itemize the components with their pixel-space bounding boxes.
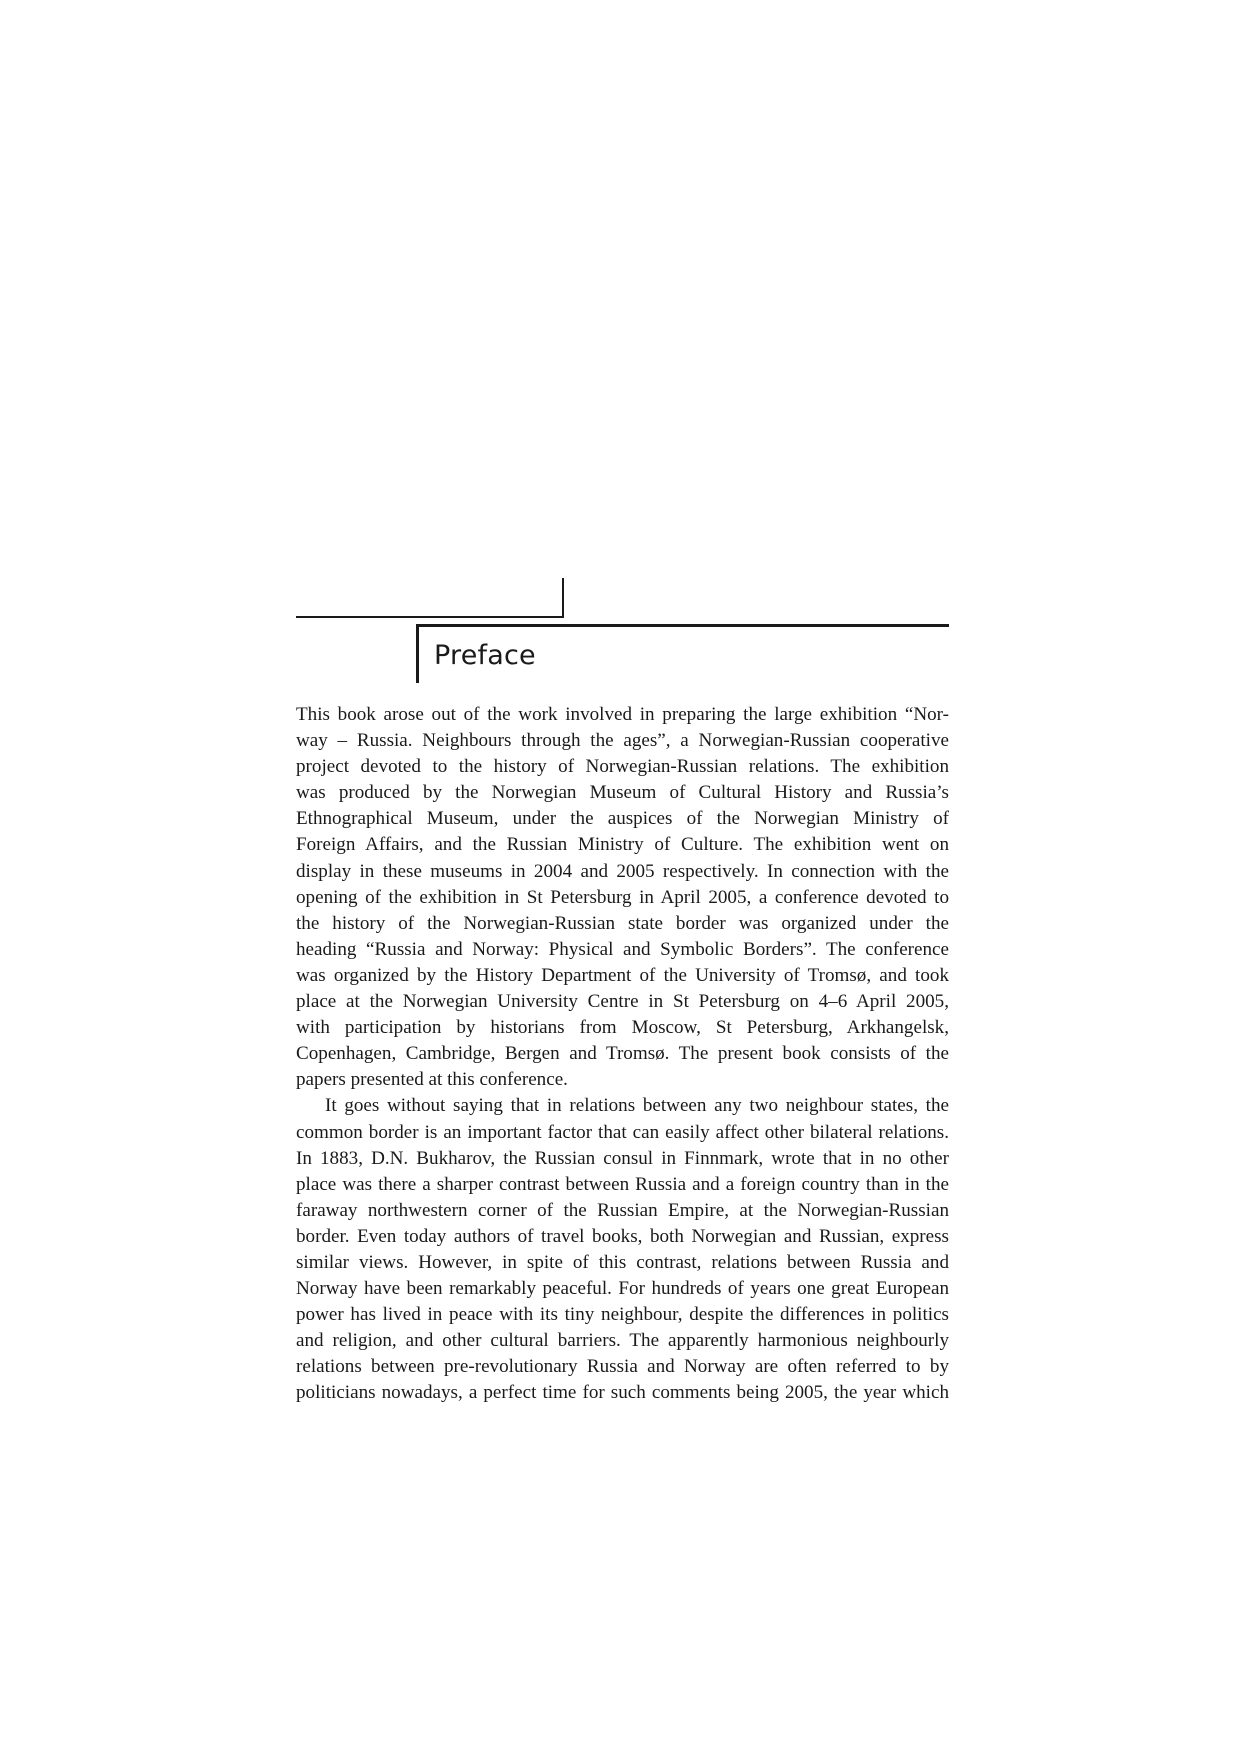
heading-rule-tick xyxy=(416,624,419,683)
text-line: border. Even today authors of travel books, both Norwegian and Russian, express xyxy=(296,1225,949,1247)
heading-rule xyxy=(416,624,949,627)
text-line: with participation by historians from Moscow, St Petersburg, Arkhangelsk, xyxy=(296,1017,949,1039)
text-line: display in these museums in 2004 and 2005 respectively. In connection with the xyxy=(296,860,949,882)
text-line: way – Russia. Neighbours through the ages”, a Norwegian-Russian cooperative xyxy=(296,730,949,752)
text-line: faraway northwestern corner of the Russian Empire, at the Norwegian-Russian xyxy=(296,1199,949,1221)
text-line: was organized by the History Department of the University of Tromsø, and took xyxy=(296,964,949,986)
text-line: It goes without saying that in relations between any two neighbour states, the xyxy=(325,1095,949,1117)
text-line: and religion, and other cultural barriers. The apparently harmonious neighbourly xyxy=(296,1330,949,1352)
text-line: In 1883, D.N. Bukharov, the Russian consul in Finnmark, wrote that in no other xyxy=(296,1147,949,1169)
paragraph-1 xyxy=(296,702,949,1093)
text-line: the history of the Norwegian-Russian state border was organized under the xyxy=(296,912,949,934)
text-line: Ethnographical Museum, under the auspices of the Norwegian Ministry of xyxy=(296,808,949,830)
paragraph-2 xyxy=(296,1093,949,1406)
text-line: Foreign Affairs, and the Russian Ministry of Culture. The exhibition went on xyxy=(296,834,949,856)
text-line: place was there a sharper contrast between Russia and a foreign country than in the xyxy=(296,1173,949,1195)
heading-rule-top-tick xyxy=(562,578,564,618)
text-line: Copenhagen, Cambridge, Bergen and Tromsø. The present book consists of the xyxy=(296,1043,949,1065)
text-line: similar views. However, in spite of this contrast, relations between Russia and xyxy=(296,1251,949,1273)
text-line: was produced by the Norwegian Museum of Cultural History and Russia’s xyxy=(296,782,949,804)
text-line: project devoted to the history of Norwegian-Russian relations. The exhibition xyxy=(296,756,949,778)
page-title: Preface xyxy=(434,640,536,671)
text-line: This book arose out of the work involved in preparing the large exhibition “Nor- xyxy=(296,704,949,725)
text-line: power has lived in peace with its tiny neighbour, despite the differences in politics xyxy=(296,1304,949,1326)
text-line: relations between pre-revolutionary Russia and Norway are often referred to by xyxy=(296,1356,949,1378)
text-line: common border is an important factor that can easily affect other bilateral relations. xyxy=(296,1121,949,1143)
heading-rule-top xyxy=(296,616,563,618)
text-line: heading “Russia and Norway: Physical and Symbolic Borders”. The conference xyxy=(296,938,949,960)
text-line: opening of the exhibition in St Petersburg in April 2005, a conference devoted to xyxy=(296,886,949,908)
text-line: place at the Norwegian University Centre in St Petersburg on 4–6 April 2005, xyxy=(296,991,949,1013)
text-line: Norway have been remarkably peaceful. For hundreds of years one great European xyxy=(296,1278,949,1300)
body-text xyxy=(296,702,949,1407)
text-line: politicians nowadays, a perfect time for such comments being 2005, the year which xyxy=(296,1382,949,1404)
text-line: papers presented at this conference. xyxy=(296,1069,568,1091)
